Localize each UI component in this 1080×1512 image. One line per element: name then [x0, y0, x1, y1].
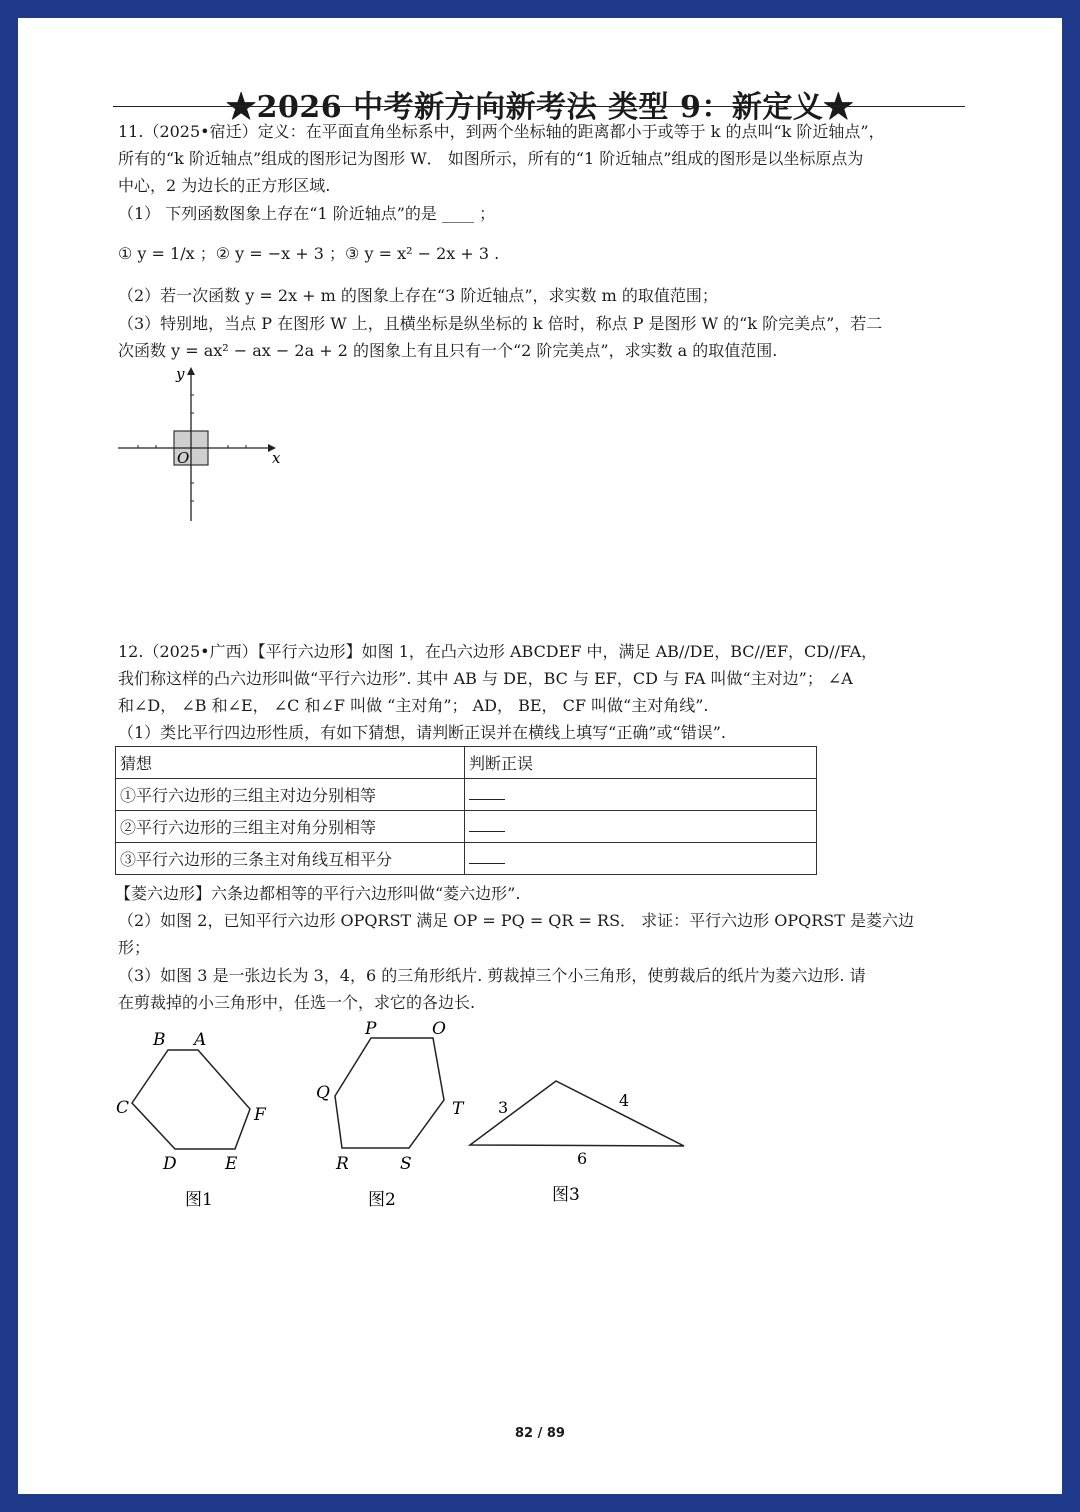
vertex-label: F: [254, 1105, 266, 1125]
figure-caption: 图1: [185, 1190, 213, 1210]
vertex-label: C: [116, 1098, 130, 1118]
y-axis-arrow: [187, 367, 195, 375]
q11-part3-line2: 次函数 y = ax² − ax − 2a + 2 的图象上有且只有一个“2 阶完美点”，求实数 a 的取值范围.: [118, 341, 778, 360]
figure-3-triangle: [458, 1068, 698, 1223]
conjecture-table: [115, 746, 817, 875]
x-axis-label: x: [272, 449, 281, 467]
q11-options: ① y = 1/x ；② y = −x + 3 ；③ y = x² − 2x + 3 .: [118, 244, 500, 263]
document-page: [18, 18, 1062, 1494]
q12-part3-line1: （3）如图 3 是一张边长为 3，4，6 的三角形纸片. 剪裁掉三个小三角形，使剪裁后的纸片为菱六边形. 请: [118, 966, 866, 985]
origin-label: O: [177, 449, 190, 467]
table-cell: ③平行六边形的三条主对角线互相平分: [116, 843, 465, 875]
q11-line1: 11.（2025•宿迁）定义：在平面直角坐标系中，到两个坐标轴的距离都小于或等于 k 的点叫“k 阶近轴点”，: [118, 122, 885, 141]
q12-part2-line1: （2）如图 2，已知平行六边形 OPQRST 满足 OP = PQ = QR = RS． 求证：平行六边形 OPQRST 是菱六边: [118, 911, 914, 930]
table-header: 猜想: [116, 747, 465, 779]
side-label: 6: [577, 1149, 588, 1168]
table-header: 判断正误: [465, 747, 817, 779]
table-header-row: [116, 747, 817, 779]
vertex-label: O: [432, 1019, 446, 1039]
answer-blank-cell[interactable]: [465, 811, 817, 843]
q11-part2: （2）若一次函数 y = 2x + m 的图象上存在“3 阶近轴点”，求实数 m 的取值范围；: [118, 286, 718, 305]
answer-blank[interactable]: [469, 785, 505, 800]
figure-1-hexagon: [113, 1023, 283, 1223]
hexagon-opqrst: [335, 1038, 444, 1148]
vertex-label: D: [163, 1154, 177, 1174]
q12-line2: 我们称这样的凸六边形叫做“平行六边形”. 其中 AB 与 DE，BC 与 EF，CD 与 FA 叫做“主对边”； ∠A: [118, 669, 853, 688]
table-row: [116, 843, 817, 875]
q12-rhombus-definition: 【菱六边形】六条边都相等的平行六边形叫做“菱六边形”.: [115, 884, 521, 903]
hexagon-abcdef: [132, 1050, 250, 1149]
figure-caption: 图3: [552, 1185, 580, 1205]
answer-blank[interactable]: [469, 849, 505, 864]
q12-line3: 和∠D， ∠B 和∠E， ∠C 和∠F 叫做 “主对角”； AD， BE， CF 叫做“主对角线”.: [118, 696, 709, 715]
vertex-label: A: [194, 1030, 207, 1050]
title-divider: [113, 106, 965, 107]
q11-part3-line1: （3）特别地，当点 P 在图形 W 上，且横坐标是纵坐标的 k 倍时，称点 P 是图形 W 的“k 阶完美点”，若二: [118, 314, 883, 333]
answer-blank[interactable]: [469, 817, 505, 832]
vertex-label: B: [153, 1030, 166, 1050]
table-row: [116, 779, 817, 811]
vertex-label: T: [452, 1099, 464, 1119]
figure-caption: 图2: [368, 1190, 396, 1210]
q12-part1: （1）类比平行四边形性质，有如下猜想，请判断正误并在横线上填写“正确”或“错误”.: [118, 723, 726, 742]
q12-part2-line2: 形；: [118, 938, 151, 957]
vertex-label: S: [400, 1154, 412, 1174]
table-cell: ①平行六边形的三组主对边分别相等: [116, 779, 465, 811]
vertex-label: Q: [316, 1083, 330, 1103]
vertex-label: P: [365, 1019, 377, 1039]
vertex-label: R: [336, 1154, 349, 1174]
q11-coordinate-figure: [108, 363, 288, 533]
answer-blank-cell[interactable]: [465, 779, 817, 811]
q11-part1: （1） 下列函数图象上存在“1 阶近轴点”的是 ____ ；: [118, 204, 496, 223]
y-axis-label: y: [176, 365, 185, 383]
vertex-label: E: [225, 1154, 238, 1174]
q12-part3-line2: 在剪裁掉的小三角形中，任选一个，求它的各边长.: [118, 993, 476, 1012]
side-label: 4: [619, 1091, 630, 1110]
q11-line2: 所有的“k 阶近轴点”组成的图形记为图形 W． 如图所示，所有的“1 阶近轴点”组成的图形是以坐标原点为: [118, 149, 864, 168]
page-number: 82 / 89: [515, 1426, 565, 1441]
table-cell: ②平行六边形的三组主对角分别相等: [116, 811, 465, 843]
page-title: ★2026 中考新方向新考法 类型 9：新定义★: [226, 90, 854, 125]
side-label: 3: [498, 1098, 509, 1117]
q11-line3: 中心，2 为边长的正方形区域.: [118, 176, 331, 195]
answer-blank-cell[interactable]: [465, 843, 817, 875]
table-row: [116, 811, 817, 843]
q12-line1: 12.（2025•广西）【平行六边形】如图 1，在凸六边形 ABCDEF 中，满足 AB//DE，BC//EF，CD//FA，: [118, 642, 878, 661]
